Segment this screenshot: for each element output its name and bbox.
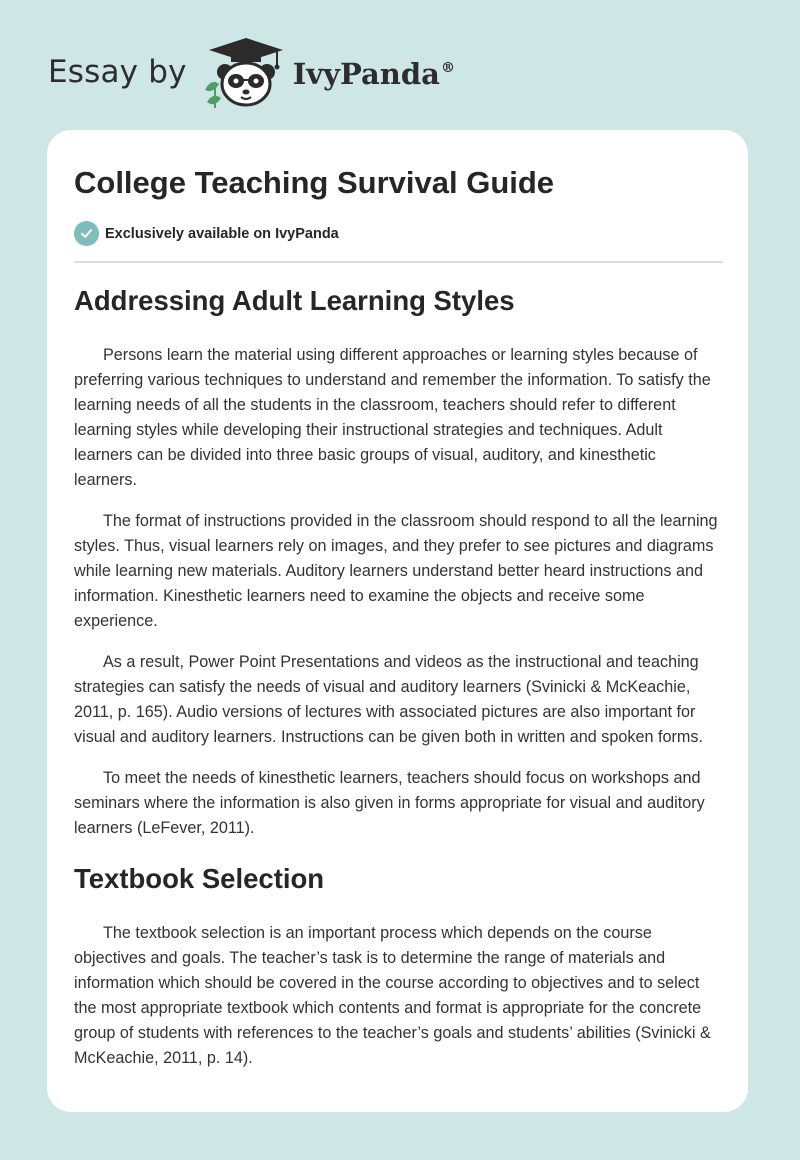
registered-mark: ® xyxy=(440,60,455,76)
section-heading: Addressing Adult Learning Styles xyxy=(74,285,515,316)
essay-body xyxy=(74,281,723,1087)
site-brand[interactable] xyxy=(48,34,455,110)
section-textbook-selection xyxy=(74,859,723,1071)
paragraph: To meet the needs of kinesthetic learners, teachers should focus on workshops and seminars where the information is also given in forms appropriate for visual and auditory learners (LeFever, 2011). xyxy=(74,769,705,837)
brand-prefix: Essay by xyxy=(48,54,187,90)
exclusive-badge xyxy=(74,221,339,246)
paragraph: The format of instructions provided in the classroom should respond to all the learning styles. Thus, visual learners rely on images, and they prefer to see pictures and diagrams while learning new materials. Auditory learners understand better heard instructions and information. Kinesthetic learners need to examine the objects and receive some experience. xyxy=(74,512,718,630)
brand-name: IvyPanda® xyxy=(292,57,455,91)
essay-card xyxy=(47,130,748,1112)
checkmark-circle-icon xyxy=(74,221,99,246)
section-heading: Textbook Selection xyxy=(74,863,325,894)
paragraph: As a result, Power Point Presentations and videos as the instructional and teaching strategies can satisfy the needs of visual and auditory learners (Svinicki & McKeachie, 2011, p. 165). Audio versions of lectures with associated pictures are also important for visual and auditory learners. Instructions can be given both in written and spoken forms. xyxy=(74,653,703,746)
paragraph: Persons learn the material using different approaches or learning styles because of preferring various techniques to understand and remember the information. To satisfy the learning needs of all the students in the classroom, teachers should refer to different learning styles while developing their instructional strategies and techniques. Adult learners can be divided into three basic groups of visual, auditory, and kinesthetic learners. xyxy=(74,346,711,489)
divider xyxy=(74,261,723,263)
graduation-cap-panda-icon xyxy=(201,34,291,110)
section-adult-learning-styles xyxy=(74,281,723,841)
exclusive-badge-text: Exclusively available on IvyPanda xyxy=(105,225,339,242)
page-title: College Teaching Survival Guide xyxy=(74,165,555,200)
paragraph: The textbook selection is an important process which depends on the course objectives and goals. The teacher’s task is to determine the range of materials and information which should be covered in the course according to objectives and to select the most appropriate textbook which contents and format is appropriate for the concrete group of students with references to the teacher’s goals and students’ abilities (Svinicki & McKeachie, 2011, p. 14). xyxy=(74,924,711,1067)
